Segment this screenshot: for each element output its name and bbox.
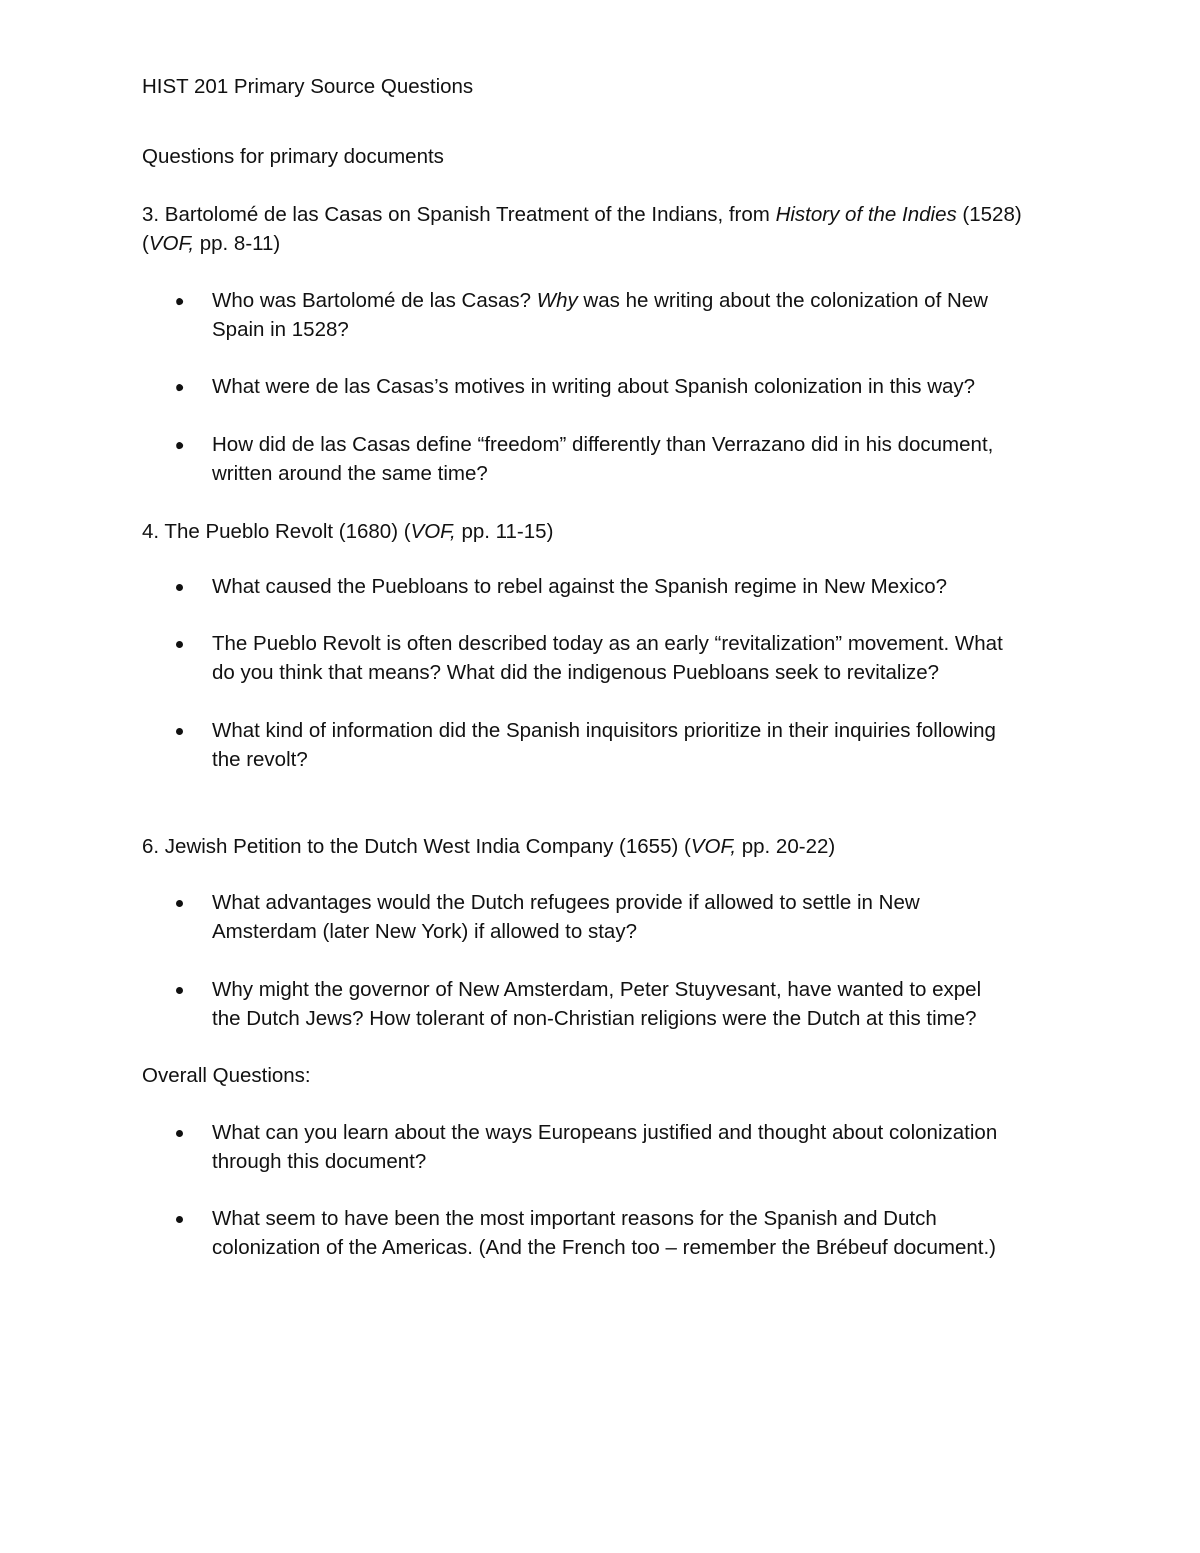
list-item-line-1: What seem to have been the most important reasons for the Spanish and Dutch	[212, 1207, 937, 1230]
list-item-line-2: the Dutch Jews? How tolerant of non-Christian religions were the Dutch at this time?	[212, 1007, 977, 1030]
list-item-line-1: What advantages would the Dutch refugees provide if allowed to settle in New	[212, 891, 920, 914]
list-item	[212, 286, 1092, 344]
list-item	[212, 716, 1092, 774]
list-item	[212, 430, 1092, 488]
list-item	[212, 629, 1092, 687]
bullet-icon	[176, 1216, 183, 1223]
section-3-pages: pp. 8-11)	[194, 232, 281, 255]
list-item	[212, 975, 1092, 1033]
overall-heading: Overall Questions:	[142, 1064, 311, 1087]
list-item	[212, 372, 1092, 401]
section-3-heading	[142, 200, 1022, 229]
bullet-icon	[176, 584, 183, 591]
section-6-source-abbrev: VOF,	[690, 835, 737, 858]
list-item-line-2: Spain in 1528?	[212, 318, 349, 341]
section-3-heading-text: 3. Bartolomé de las Casas on Spanish Treatment of the Indians, from	[142, 203, 776, 226]
section-6-heading-text: 6. Jewish Petition to the Dutch West India Company (1655) (	[142, 835, 691, 858]
list-item-line-2: the revolt?	[212, 748, 308, 771]
list-item-line-2: do you think that means? What did the indigenous Puebloans seek to revitalize?	[212, 661, 940, 684]
bullet-icon	[175, 383, 184, 392]
list-item	[212, 1118, 1092, 1176]
list-item	[212, 572, 1092, 601]
list-item-line-1: What caused the Puebloans to rebel against the Spanish regime in New Mexico?	[212, 575, 948, 598]
bullet-icon	[175, 441, 184, 450]
bullet-icon	[176, 728, 183, 735]
bullet-icon	[176, 641, 183, 648]
list-item-text: Who was Bartolomé de las Casas?	[212, 289, 537, 312]
list-item-line-1: What were de las Casas’s motives in writing about Spanish colonization in this way?	[212, 375, 976, 398]
section-3-paren-open: (	[142, 232, 149, 255]
section-3-heading-year: (1528)	[956, 203, 1022, 226]
bullet-icon	[176, 900, 183, 907]
section-4-heading-text: 4. The Pueblo Revolt (1680) (	[142, 520, 411, 543]
section-6-heading	[142, 832, 835, 861]
list-item-emphasis: Why	[536, 289, 578, 312]
section-3-source-abbrev: VOF,	[148, 232, 195, 255]
section-3-heading-book-title: History of the Indies	[775, 203, 957, 226]
list-item-line-2: through this document?	[212, 1150, 427, 1173]
list-item-line-2: Amsterdam (later New York) if allowed to stay?	[212, 920, 637, 943]
list-item-line-1: Why might the governor of New Amsterdam, Peter Stuyvesant, have wanted to expel	[212, 978, 982, 1001]
bullet-icon	[176, 1130, 183, 1137]
section-6-pages: pp. 20-22)	[736, 835, 836, 858]
section-4-pages: pp. 11-15)	[455, 520, 554, 543]
list-item	[212, 888, 1092, 946]
list-item-line-1: What can you learn about the ways Europeans justified and thought about colonization	[212, 1121, 998, 1144]
list-item-line-1: What kind of information did the Spanish inquisitors prioritize in their inquiries following	[212, 719, 996, 742]
bullet-icon	[176, 987, 183, 994]
bullet-icon	[175, 297, 184, 306]
document-title: HIST 201 Primary Source Questions	[142, 75, 474, 98]
section-3-heading-line2	[142, 229, 280, 258]
list-item-line-1: The Pueblo Revolt is often described today as an early “revitalization” movement. What	[212, 632, 1003, 655]
list-item-line-2: colonization of the Americas. (And the French too – remember the Brébeuf document.)	[212, 1236, 996, 1259]
section-4-heading	[142, 517, 553, 546]
list-item-text: was he writing about the colonization of New	[577, 289, 988, 312]
list-item-line-1	[212, 286, 1092, 315]
document-subtitle: Questions for primary documents	[142, 145, 444, 168]
section-4-source-abbrev: VOF,	[410, 520, 456, 543]
list-item-line-1: How did de las Casas define “freedom” differently than Verrazano did in his document,	[212, 433, 994, 456]
list-item-line-2: written around the same time?	[212, 462, 488, 485]
list-item	[212, 1204, 1092, 1262]
